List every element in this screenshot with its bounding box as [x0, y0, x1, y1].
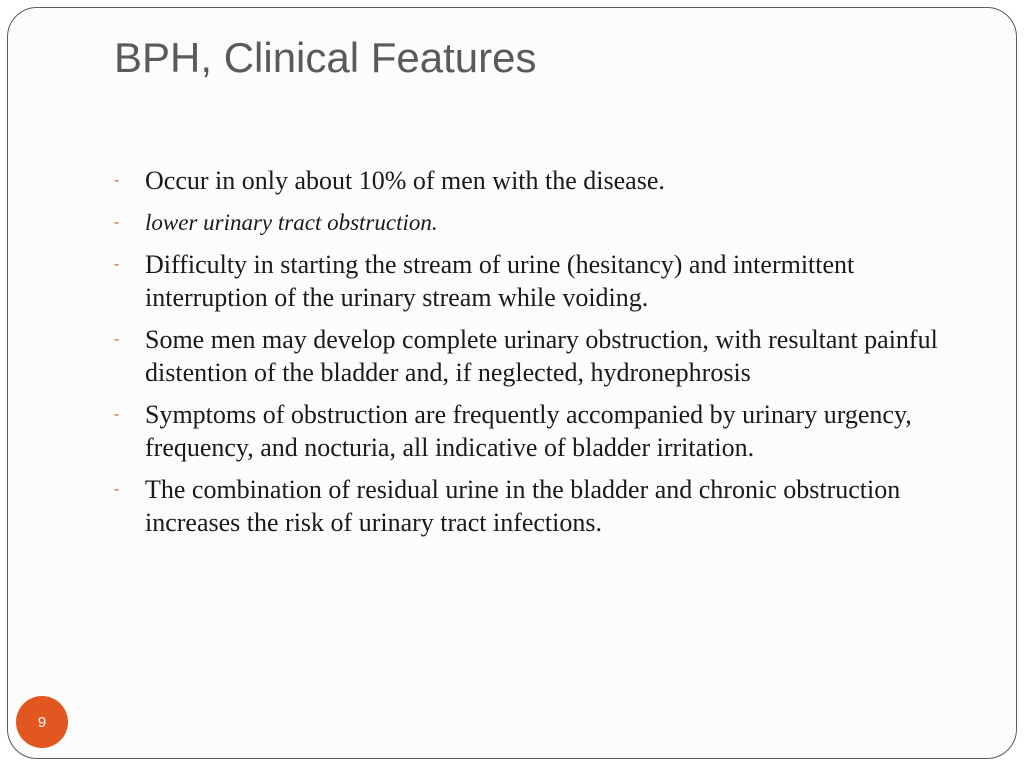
bullet-list — [110, 164, 950, 548]
bullet-text: Occur in only about 10% of men with the disease. — [145, 166, 665, 195]
bullet-dash-icon: - — [114, 481, 120, 498]
bullet-text: lower urinary tract obstruction. — [145, 210, 438, 235]
bullet-text: The combination of residual urine in the bladder and chronic obstruction increases the risk of urinary tract infections. — [145, 475, 901, 537]
bullet-text: Symptoms of obstruction are frequently accompanied by urinary urgency, frequency, and nocturia, all indicative of bladder irritation. — [145, 400, 912, 462]
list-item — [110, 206, 950, 239]
bullet-text: Difficulty in starting the stream of urine (hesitancy) and intermittent interruption of the urinary stream while voiding. — [145, 250, 855, 312]
list-item — [110, 164, 950, 197]
bullet-dash-icon: - — [114, 214, 120, 231]
bullet-dash-icon: - — [114, 331, 120, 348]
bullet-text: Some men may develop complete urinary obstruction, with resultant painful distention of the bladder and, if neglected, hydronephrosis — [145, 325, 938, 387]
page-number: 9 — [37, 713, 47, 731]
list-item — [110, 398, 950, 464]
slide-title: BPH, Clinical Features — [114, 34, 537, 81]
bullet-dash-icon: - — [114, 172, 120, 189]
bullet-dash-icon: - — [114, 256, 120, 273]
bullet-dash-icon: - — [114, 406, 120, 423]
list-item — [110, 473, 950, 539]
page-number-badge — [16, 696, 68, 748]
list-item — [110, 248, 950, 314]
list-item — [110, 323, 950, 389]
